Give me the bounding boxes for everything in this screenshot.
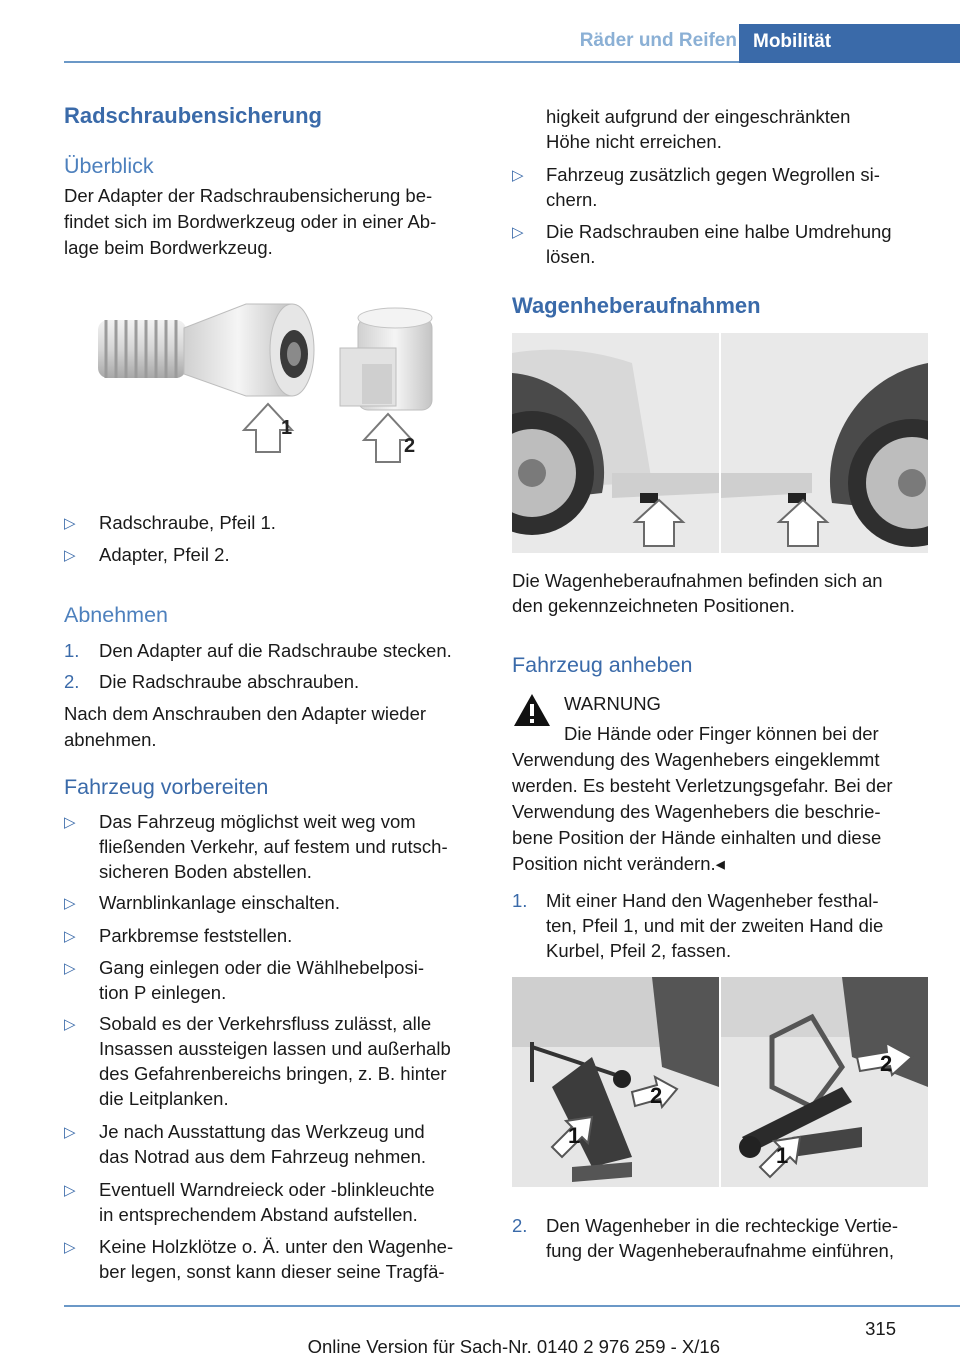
bullet-triangle-icon: ▷ xyxy=(64,1239,76,1256)
warning-line: Die Hände oder Finger können bei der xyxy=(564,723,879,744)
bullet-triangle-icon: ▷ xyxy=(64,547,76,564)
online-version-note: Online Version für Sach-Nr. 0140 2 976 259 - X/16 xyxy=(307,1336,720,1357)
list-item-line: Die Radschrauben eine halbe Umdrehung xyxy=(546,221,892,242)
section-title: Räder und Reifen xyxy=(579,30,737,51)
list-item-line: des Gefahrenbereichs bringen, z. B. hinter xyxy=(99,1063,447,1084)
step-number: 1. xyxy=(64,640,80,661)
figure-label-1: 1 xyxy=(568,1123,581,1148)
list-item-line: higkeit aufgrund der eingeschränkten xyxy=(546,106,851,127)
list-item-line: Gang einlegen oder die Wählhebelposi- xyxy=(99,957,424,978)
warning-line: Position nicht verändern.◂ xyxy=(512,853,725,874)
paragraph-line: den gekennzeichneten Positionen. xyxy=(512,595,795,616)
figure-label-1: 1 xyxy=(776,1143,789,1168)
list-item-line: fließenden Verkehr, auf festem und rutsch- xyxy=(99,836,448,857)
list-item-line: Keine Holzklötze o. Ä. unter den Wagenhe- xyxy=(99,1236,454,1257)
jack-figure xyxy=(512,977,928,1187)
step-text-line: fung der Wagenheberaufnahme einführen, xyxy=(546,1240,894,1261)
list-item-line: Warnblinkanlage einschalten. xyxy=(99,892,340,913)
list-item-line: lösen. xyxy=(546,246,596,267)
chapter-tab: Mobilität xyxy=(739,24,960,63)
list-item-line: sicheren Boden abstellen. xyxy=(99,861,312,882)
overview-line: findet sich im Bordwerkzeug oder in einer Ab- xyxy=(64,211,437,232)
subheading-overview: Überblick xyxy=(64,154,154,178)
bullet-triangle-icon: ▷ xyxy=(64,1182,76,1199)
page-number: 315 xyxy=(865,1318,896,1339)
step-text-line: Kurbel, Pfeil 2, fassen. xyxy=(546,940,732,961)
paragraph-line: abnehmen. xyxy=(64,729,157,750)
list-item: Adapter, Pfeil 2. xyxy=(99,544,230,565)
bullet-triangle-icon: ▷ xyxy=(64,895,76,912)
bolt-head xyxy=(184,304,314,396)
list-item-line: tion P einlegen. xyxy=(99,982,227,1003)
subheading-lift: Fahrzeug anheben xyxy=(512,653,693,677)
figure-label-2: 2 xyxy=(404,435,416,457)
figure-label-1: 1 xyxy=(281,417,293,439)
warning-title: WARNUNG xyxy=(564,693,661,714)
subheading-prepare: Fahrzeug vorbereiten xyxy=(64,775,269,799)
step-number: 1. xyxy=(512,890,528,911)
figure-label-2: 2 xyxy=(880,1051,893,1076)
overview-line: lage beim Bordwerkzeug. xyxy=(64,237,273,258)
list-item-line: Je nach Ausstattung das Werkzeug und xyxy=(99,1121,425,1142)
jack-points-figure xyxy=(512,333,928,553)
step-number: 2. xyxy=(64,671,80,692)
section-heading-wheel-lock: Radschraubensicherung xyxy=(64,103,322,128)
bolt-thread xyxy=(98,320,186,378)
subheading-remove: Abnehmen xyxy=(64,603,168,627)
bullet-triangle-icon: ▷ xyxy=(64,928,76,945)
warning-triangle-icon xyxy=(512,692,552,728)
footer-rule xyxy=(64,1305,960,1307)
list-item-line: das Notrad aus dem Fahrzeug nehmen. xyxy=(99,1146,427,1167)
list-item-line: Höhe nicht erreichen. xyxy=(546,131,722,152)
list-item-line: Sobald es der Verkehrsfluss zulässt, alle xyxy=(99,1013,432,1034)
warning-line: Verwendung des Wagenhebers eingeklemmt xyxy=(512,749,880,770)
list-item-line: chern. xyxy=(546,189,598,210)
bullet-triangle-icon: ▷ xyxy=(64,515,76,532)
step-number: 2. xyxy=(512,1215,528,1236)
step-text-line: ten, Pfeil 1, und mit der zweiten Hand die xyxy=(546,915,884,936)
bullet-triangle-icon: ▷ xyxy=(64,1124,76,1141)
list-item-line: in entsprechendem Abstand aufstellen. xyxy=(99,1204,418,1225)
list-item-line: Fahrzeug zusätzlich gegen Wegrollen si- xyxy=(546,164,880,185)
bullet-triangle-icon: ▷ xyxy=(512,224,524,241)
section-heading-jack-points: Wagenheberaufnahmen xyxy=(512,293,761,318)
list-item-line: Insassen aussteigen lassen und außerhalb xyxy=(99,1038,451,1059)
list-item-line: ber legen, sonst kann dieser seine Tragfä- xyxy=(99,1261,445,1282)
bullet-triangle-icon: ▷ xyxy=(64,814,76,831)
step-text: Den Adapter auf die Radschraube stecken. xyxy=(99,640,452,661)
figure-label-2: 2 xyxy=(650,1083,663,1108)
step-text-line: Den Wagenheber in die rechteckige Vertie- xyxy=(546,1215,899,1236)
wheel-lock-figure xyxy=(96,298,436,474)
overview-line: Der Adapter der Radschraubensicherung be- xyxy=(64,185,433,206)
list-item-line: Eventuell Warndreieck oder -blinkleuchte xyxy=(99,1179,435,1200)
bullet-triangle-icon: ▷ xyxy=(64,960,76,977)
warning-line: werden. Es besteht Verletzungsgefahr. Bei der xyxy=(512,775,893,796)
step-text-line: Mit einer Hand den Wagenheber festhal- xyxy=(546,890,879,911)
list-item-line: Das Fahrzeug möglichst weit weg vom xyxy=(99,811,416,832)
step-text: Die Radschraube abschrauben. xyxy=(99,671,360,692)
list-item-line: Parkbremse feststellen. xyxy=(99,925,293,946)
warning-line: Verwendung des Wagenhebers die beschrie- xyxy=(512,801,881,822)
list-item-line: die Leitplanken. xyxy=(99,1088,229,1109)
warning-line: bene Position der Hände einhalten und diese xyxy=(512,827,882,848)
paragraph-line: Nach dem Anschrauben den Adapter wieder xyxy=(64,703,427,724)
adapter xyxy=(340,308,432,410)
bullet-triangle-icon: ▷ xyxy=(512,167,524,184)
bullet-triangle-icon: ▷ xyxy=(64,1016,76,1033)
paragraph-line: Die Wagenheberaufnahmen befinden sich an xyxy=(512,570,883,591)
list-item: Radschraube, Pfeil 1. xyxy=(99,512,276,533)
